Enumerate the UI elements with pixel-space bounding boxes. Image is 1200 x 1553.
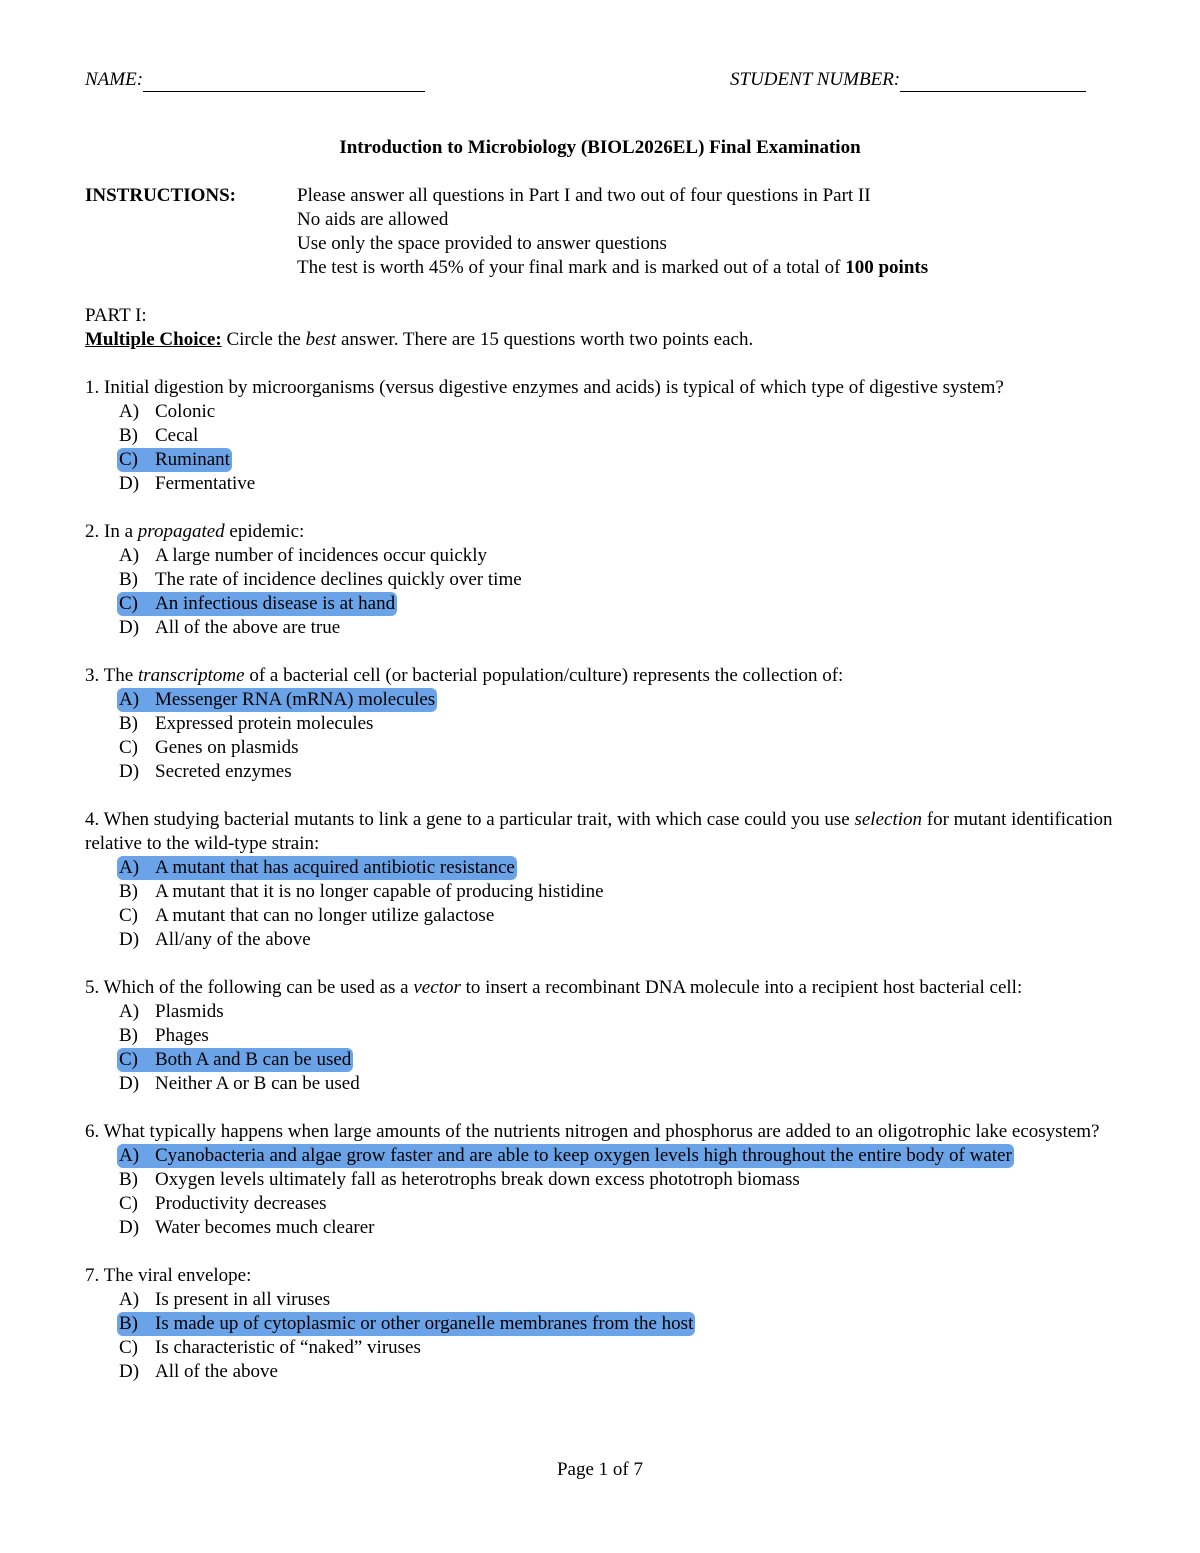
answer-option[interactable] xyxy=(119,880,1115,904)
instructions xyxy=(85,184,1115,280)
option-text: Is present in all viruses xyxy=(155,1289,331,1310)
question-stem: 5. Which of the following can be used as a vector to insert a recombinant DNA molecule into a recipient host bacterial cell: xyxy=(85,977,1023,998)
answer-text-wrap xyxy=(119,1360,278,1384)
emphasized-term: propagated xyxy=(137,521,225,542)
answer-option[interactable] xyxy=(119,760,1115,784)
answer-option[interactable] xyxy=(119,712,1115,736)
exam-title: Introduction to Microbiology (BIOL2026EL) Final Examination xyxy=(339,137,861,158)
option-text: Plasmids xyxy=(155,1001,224,1022)
answer-highlight xyxy=(117,856,517,880)
option-text: Neither A or B can be used xyxy=(155,1073,360,1094)
option-letter: B) xyxy=(119,881,138,902)
option-letter: D) xyxy=(119,929,140,950)
option-text: Phages xyxy=(155,1025,209,1046)
multiple-choice-label: Multiple Choice: xyxy=(85,329,222,350)
answer-text-wrap xyxy=(119,904,494,928)
question-5 xyxy=(85,976,1115,1096)
answer-text-wrap xyxy=(119,760,292,784)
emphasized-term: transcriptome xyxy=(137,665,245,686)
question-2 xyxy=(85,520,1115,640)
option-text: All of the above xyxy=(155,1361,278,1382)
option-text: Colonic xyxy=(155,401,216,422)
name-label: NAME: xyxy=(85,69,144,90)
answer-option[interactable] xyxy=(119,1000,1115,1024)
option-text: Fermentative xyxy=(155,473,256,494)
option-text: All/any of the above xyxy=(155,929,311,950)
answer-text-wrap xyxy=(119,400,215,424)
answer-text-wrap xyxy=(119,1000,224,1024)
option-text: Water becomes much clearer xyxy=(155,1217,375,1238)
part-title: PART I: xyxy=(85,305,147,326)
option-letter: B) xyxy=(119,1313,138,1334)
option-letter: C) xyxy=(119,737,138,758)
option-text: Ruminant xyxy=(155,449,230,470)
question-stem: 3. The transcriptome of a bacterial cell (or bacterial population/culture) represents the collection of: xyxy=(85,665,844,686)
option-letter: A) xyxy=(119,857,140,878)
question-6 xyxy=(85,1120,1115,1240)
option-letter: D) xyxy=(119,617,140,638)
option-letter: D) xyxy=(119,1217,140,1238)
option-letter: A) xyxy=(119,1001,140,1022)
answer-options xyxy=(85,544,1115,640)
instructions-label: INSTRUCTIONS: xyxy=(85,185,236,206)
option-letter: A) xyxy=(119,689,140,710)
answer-highlight xyxy=(117,1144,1014,1168)
emphasized-term: vector xyxy=(413,977,461,998)
option-letter: D) xyxy=(119,473,140,494)
answer-options xyxy=(85,688,1115,784)
question-stem: 1. Initial digestion by microorganisms (versus digestive enzymes and acids) is typical of which type of digestive system? xyxy=(85,377,1004,398)
option-text: Secreted enzymes xyxy=(155,761,292,782)
answer-text-wrap xyxy=(119,424,198,448)
option-text: Genes on plasmids xyxy=(155,737,299,758)
answer-text-wrap xyxy=(119,544,487,568)
option-text: Both A and B can be used xyxy=(155,1049,352,1070)
option-text: An infectious disease is at hand xyxy=(155,593,396,614)
option-text: Expressed protein molecules xyxy=(155,713,374,734)
answer-option[interactable] xyxy=(119,736,1115,760)
answer-text-wrap xyxy=(119,712,373,736)
question-stem: 7. The viral envelope: xyxy=(85,1265,252,1286)
option-text: The rate of incidence declines quickly over time xyxy=(155,569,522,590)
option-letter: B) xyxy=(119,569,138,590)
question-list xyxy=(85,376,1115,1384)
answer-option-selected[interactable] xyxy=(119,856,1115,880)
answer-text-wrap xyxy=(119,880,604,904)
answer-options xyxy=(85,1144,1115,1240)
answer-option[interactable] xyxy=(119,544,1115,568)
answer-options xyxy=(85,856,1115,952)
exam-page xyxy=(85,68,1115,1384)
option-text: A large number of incidences occur quickly xyxy=(155,545,488,566)
answer-option[interactable] xyxy=(119,424,1115,448)
answer-highlight xyxy=(117,1048,353,1072)
answer-text-wrap xyxy=(119,1336,421,1360)
answer-text-wrap xyxy=(119,1192,326,1216)
instruction-line: Use only the space provided to answer questions xyxy=(297,233,667,254)
option-text: Productivity decreases xyxy=(155,1193,327,1214)
answer-text-wrap xyxy=(119,736,299,760)
option-letter: D) xyxy=(119,761,140,782)
question-1 xyxy=(85,376,1115,496)
page-number: Page 1 of 7 xyxy=(556,1459,643,1480)
option-letter: B) xyxy=(119,1025,138,1046)
answer-option-selected[interactable] xyxy=(119,1312,1115,1336)
multiple-choice-instructions: Multiple Choice: Circle the best answer. There are 15 questions worth two points each. xyxy=(85,329,754,350)
option-text: A mutant that it is no longer capable of producing histidine xyxy=(155,881,604,902)
answer-option[interactable] xyxy=(119,1336,1115,1360)
answer-option-selected[interactable] xyxy=(119,592,1115,616)
answer-text-wrap xyxy=(119,568,522,592)
question-7 xyxy=(85,1264,1115,1384)
option-text: Cyanobacteria and algae grow faster and are able to keep oxygen levels high throughout the entire body of water xyxy=(155,1145,1012,1166)
answer-text-wrap xyxy=(119,1216,374,1240)
emphasized-term: selection xyxy=(854,809,922,830)
answer-option[interactable] xyxy=(119,1192,1115,1216)
option-letter: C) xyxy=(119,905,138,926)
answer-option[interactable] xyxy=(119,1168,1115,1192)
answer-option[interactable] xyxy=(119,1216,1115,1240)
answer-option-selected[interactable] xyxy=(119,688,1115,712)
option-letter: D) xyxy=(119,1361,140,1382)
option-letter: A) xyxy=(119,545,140,566)
student-number-blank-line xyxy=(900,71,1086,92)
answer-text-wrap xyxy=(119,616,340,640)
answer-highlight xyxy=(117,448,232,472)
answer-text-wrap xyxy=(119,1168,800,1192)
answer-option-selected[interactable] xyxy=(119,1144,1115,1168)
option-letter: B) xyxy=(119,1169,138,1190)
option-letter: B) xyxy=(119,425,138,446)
option-text: Is made up of cytoplasmic or other organelle membranes from the host xyxy=(155,1313,694,1334)
option-letter: B) xyxy=(119,713,138,734)
option-text: A mutant that can no longer utilize galactose xyxy=(155,905,495,926)
option-text: Oxygen levels ultimately fall as heterotrophs break down excess phototroph biomass xyxy=(155,1169,800,1190)
answer-option[interactable] xyxy=(119,928,1115,952)
answer-option[interactable] xyxy=(119,616,1115,640)
question-stem: 2. In a propagated epidemic: xyxy=(85,521,305,542)
option-letter: C) xyxy=(119,1337,138,1358)
answer-highlight xyxy=(117,592,397,616)
option-letter: C) xyxy=(119,449,138,470)
option-text: All of the above are true xyxy=(155,617,341,638)
option-text: A mutant that has acquired antibiotic resistance xyxy=(155,857,515,878)
option-letter: A) xyxy=(119,401,140,422)
answer-options xyxy=(85,400,1115,496)
answer-option[interactable] xyxy=(119,1024,1115,1048)
answer-option[interactable] xyxy=(119,472,1115,496)
answer-options xyxy=(85,1000,1115,1096)
answer-option-selected[interactable] xyxy=(119,448,1115,472)
answer-option[interactable] xyxy=(119,400,1115,424)
answer-text-wrap xyxy=(119,928,311,952)
answer-options xyxy=(85,1288,1115,1384)
question-stem: 4. When studying bacterial mutants to link a gene to a particular trait, with which case could you use selection for mutant identification relative to the wild-type strain: xyxy=(85,809,1113,854)
answer-highlight xyxy=(117,1312,695,1336)
instructions-list xyxy=(297,184,928,280)
name-blank-line xyxy=(143,71,425,92)
option-letter: D) xyxy=(119,1073,140,1094)
question-3 xyxy=(85,664,1115,784)
option-letter: C) xyxy=(119,1193,138,1214)
answer-option[interactable] xyxy=(119,904,1115,928)
option-letter: C) xyxy=(119,1049,138,1070)
answer-option[interactable] xyxy=(119,1288,1115,1312)
answer-option[interactable] xyxy=(119,568,1115,592)
option-letter: C) xyxy=(119,593,138,614)
student-number-field xyxy=(730,68,1086,92)
instruction-line: Please answer all questions in Part I and two out of four questions in Part II xyxy=(297,185,871,206)
option-text: Messenger RNA (mRNA) molecules xyxy=(155,689,436,710)
answer-option-selected[interactable] xyxy=(119,1048,1115,1072)
instruction-line: The test is worth 45% of your final mark and is marked out of a total of 100 points xyxy=(297,257,929,278)
answer-option[interactable] xyxy=(119,1360,1115,1384)
option-letter: A) xyxy=(119,1289,140,1310)
instruction-line: No aids are allowed xyxy=(297,209,449,230)
total-points: 100 points xyxy=(845,257,929,278)
exam-header xyxy=(85,68,1115,98)
student-number-label: STUDENT NUMBER: xyxy=(730,69,901,90)
name-field xyxy=(85,68,425,92)
option-text: Is characteristic of “naked” viruses xyxy=(155,1337,421,1358)
answer-text-wrap xyxy=(119,1024,209,1048)
answer-text-wrap xyxy=(119,472,255,496)
question-stem: 6. What typically happens when large amounts of the nutrients nitrogen and phosphorus are added to an oligotrophic lake ecosystem? xyxy=(85,1121,1100,1142)
option-letter: A) xyxy=(119,1145,140,1166)
answer-highlight xyxy=(117,688,437,712)
option-text: Cecal xyxy=(155,425,199,446)
answer-text-wrap xyxy=(119,1288,330,1312)
answer-text-wrap xyxy=(119,1072,360,1096)
question-4 xyxy=(85,808,1115,952)
answer-option[interactable] xyxy=(119,1072,1115,1096)
